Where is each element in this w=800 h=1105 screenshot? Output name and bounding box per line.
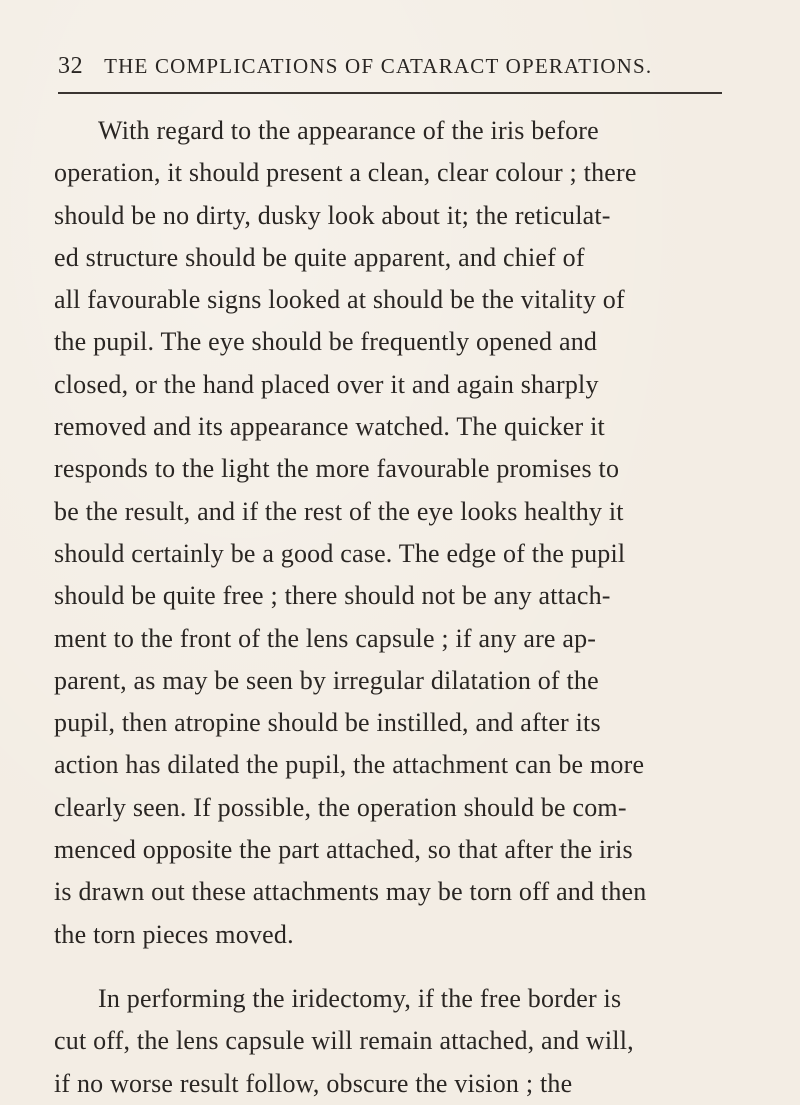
text-line: In performing the iridectomy, if the free border is <box>98 983 622 1013</box>
text-line: the pupil. The eye should be frequently opened and <box>54 327 598 357</box>
text-line: should be no dirty, dusky look about it; the reticulat- <box>54 200 611 230</box>
text-line: ed structure should be quite apparent, and chief of <box>54 242 585 272</box>
text-line: clearly seen. If possible, the operation should be com- <box>54 792 627 822</box>
text-line: parent, as may be seen by irregular dilatation of the <box>54 665 599 695</box>
running-head-title: THE COMPLICATIONS OF CATARACT OPERATIONS. <box>104 54 653 78</box>
text-line: if no worse result follow, obscure the vision ; the <box>54 1068 573 1098</box>
text-line: responds to the light the more favourable promises to <box>54 454 620 484</box>
body-text <box>54 110 730 1105</box>
text-line: menced opposite the part attached, so that after the iris <box>54 835 633 865</box>
text-line: all favourable signs looked at should be the vitality of <box>54 285 625 315</box>
text-line: pupil, then atropine should be instilled, and after its <box>54 708 601 738</box>
text-line: should certainly be a good case. The edge of the pupil <box>54 538 626 568</box>
text-line: operation, it should present a clean, clear colour ; there <box>54 158 637 188</box>
text-line: ment to the front of the lens capsule ; if any are ap- <box>54 623 597 653</box>
text-line: should be quite free ; there should not be any attach- <box>54 581 611 611</box>
paragraph-2 <box>54 978 730 1105</box>
text-line: is drawn out these attachments may be torn off and then <box>54 877 647 907</box>
text-line: removed and its appearance watched. The quicker it <box>54 412 605 442</box>
text-line: With regard to the appearance of the iris before <box>98 116 599 145</box>
page-number: 32 <box>58 53 84 79</box>
text-line: be the result, and if the rest of the eye looks healthy it <box>54 496 624 526</box>
paragraph-1 <box>54 110 730 956</box>
running-head <box>58 50 738 82</box>
paragraph-gap <box>54 956 730 978</box>
text-line: action has dilated the pupil, the attachment can be more <box>54 750 645 780</box>
text-line: closed, or the hand placed over it and again sharply <box>54 369 599 399</box>
text-line: the torn pieces moved. <box>54 919 294 949</box>
text-line: cut off, the lens capsule will remain attached, and will, <box>54 1026 634 1056</box>
header-rule <box>58 92 722 94</box>
